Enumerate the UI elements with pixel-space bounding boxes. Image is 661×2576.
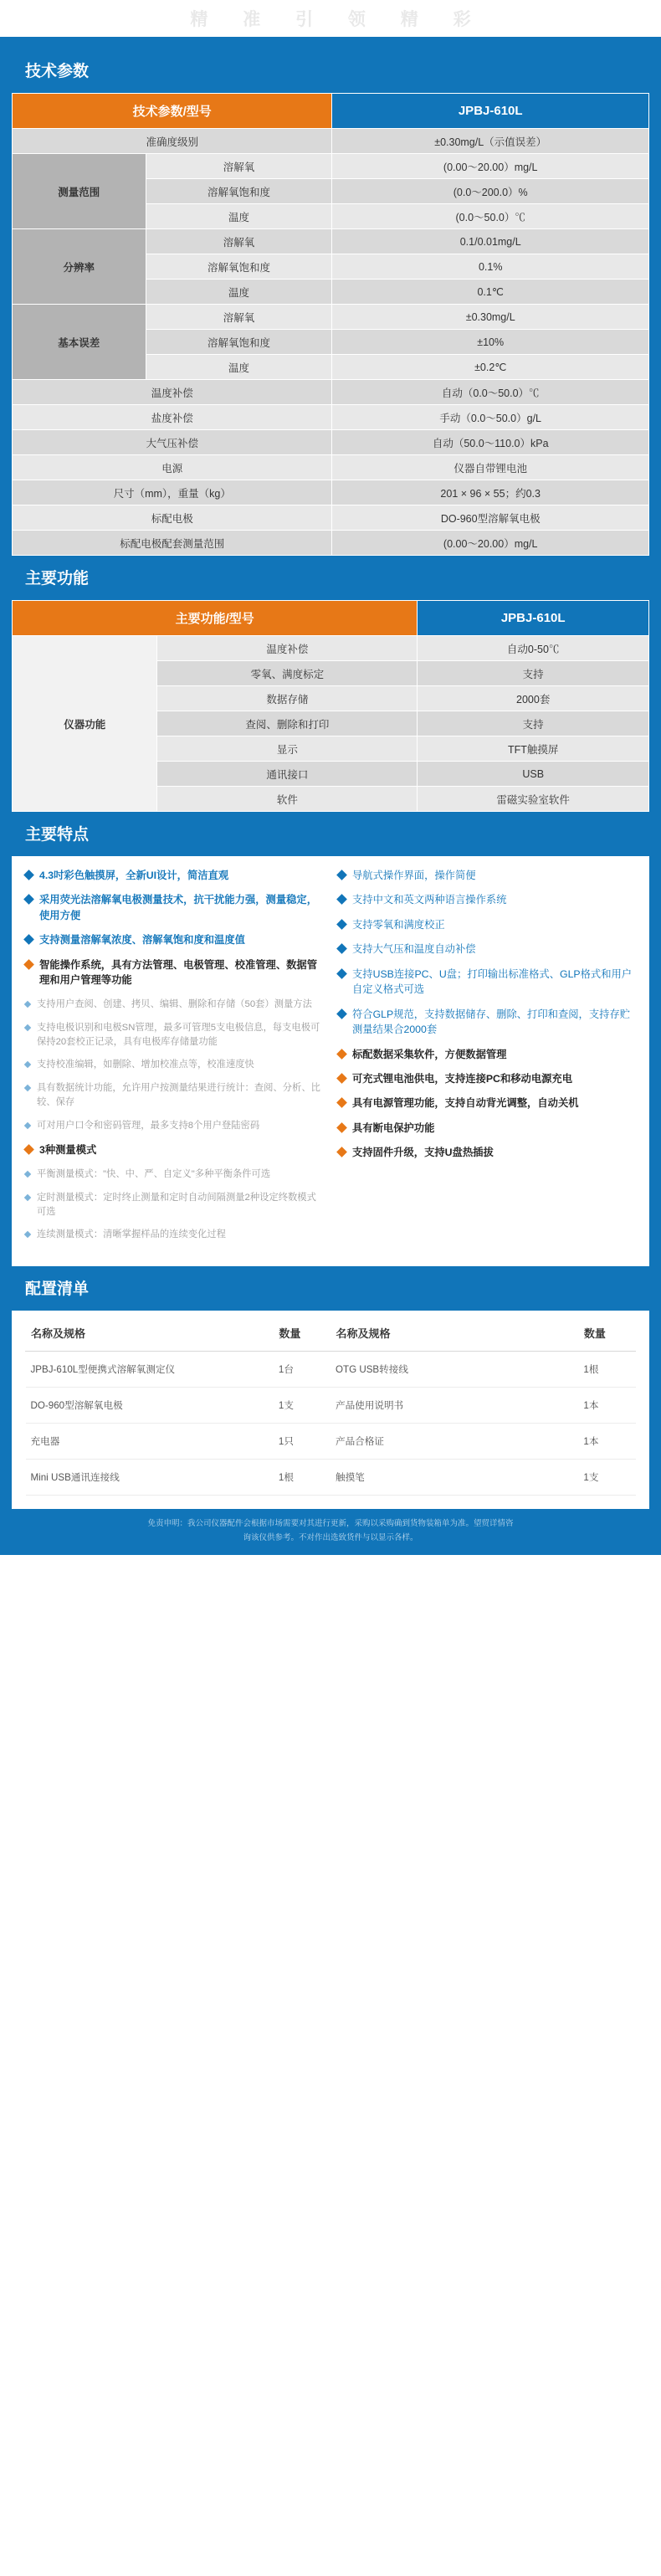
list-item — [25, 868, 323, 883]
function-label: 显示 — [157, 736, 418, 762]
config-cell: 1根 — [274, 1460, 330, 1496]
config-col-name-2: 名称及规格 — [330, 1315, 578, 1352]
function-value: USB — [418, 762, 649, 787]
table-row — [26, 1460, 636, 1496]
function-value: 支持 — [418, 661, 649, 686]
table-row — [13, 229, 649, 254]
spec-label: 温度 — [146, 280, 332, 305]
table-row — [13, 154, 649, 179]
spec-value: 自动（0.0～50.0）℃ — [332, 380, 649, 405]
table-row — [13, 129, 649, 154]
function-table-header — [13, 601, 649, 636]
function-value: 雷磁实验室软件 — [418, 787, 649, 812]
config-cell: OTG USB转接线 — [330, 1352, 578, 1388]
config-cell: 1本 — [578, 1424, 635, 1460]
table-row — [13, 405, 649, 430]
section-title-spec: 技术参数 — [25, 63, 90, 80]
footer-disclaimer — [12, 1509, 649, 1554]
spec-group-label: 分辨率 — [13, 229, 146, 305]
feature-text: 导航式操作界面，操作简便 — [352, 870, 476, 881]
spec-value: ±0.2℃ — [332, 355, 649, 380]
diamond-icon — [23, 959, 34, 970]
feature-text: 可对用户口令和密码管理，最多支持8个用户登陆密码 — [37, 1121, 260, 1131]
diamond-icon — [336, 870, 347, 880]
feature-text: 定时测量模式：定时终止测量和定时自动间隔测量2种设定终数模式可选 — [37, 1192, 316, 1217]
spec-label: 标配电极 — [13, 505, 332, 531]
blue-body — [0, 37, 661, 1555]
spec-label: 温度 — [146, 204, 332, 229]
table-row — [26, 1388, 636, 1424]
spec-value: ±0.30mg/L（示值误差） — [332, 129, 649, 154]
feature-text: 标配数据采集软件，方便数据管理 — [352, 1048, 507, 1060]
section-title-function: 主要功能 — [25, 570, 90, 588]
feature-text: 支持用户查阅、创建、拷贝、编辑、删除和存储（50套）测量方法 — [37, 998, 312, 1009]
spec-label: 准确度级别 — [13, 129, 332, 154]
diamond-icon — [336, 968, 347, 979]
config-cell: 1本 — [578, 1388, 635, 1424]
feature-text: 具有数据统计功能，允许用户按测量结果进行统计：查阅、分析、比较、保存 — [37, 1083, 320, 1108]
list-item — [25, 932, 323, 947]
feature-text: 支持中文和英文两种语言操作系统 — [352, 894, 507, 906]
diamond-icon — [336, 1147, 347, 1157]
spec-label: 溶解氧饱和度 — [146, 179, 332, 204]
feature-text: 平衡测量模式："快、中、严、自定义"多种平衡条件可选 — [37, 1168, 271, 1179]
list-item — [338, 868, 636, 883]
spec-value: 自动（50.0～110.0）kPa — [332, 430, 649, 455]
function-label: 软件 — [157, 787, 418, 812]
feature-text: 支持测量溶解氧浓度、溶解氧饱和度和温度值 — [39, 934, 245, 947]
spec-value: 0.1/0.01mg/L — [332, 229, 649, 254]
config-cell: 产品合格证 — [330, 1424, 578, 1460]
table-row — [13, 430, 649, 455]
config-cell: Mini USB通讯连接线 — [26, 1460, 274, 1496]
table-row — [26, 1352, 636, 1388]
feature-text: 支持校准编辑，如删除、增加校准点等，校准速度快 — [37, 1060, 254, 1070]
table-row — [13, 531, 649, 556]
feature-text: 可充式锂电池供电，支持连接PC和移动电源充电 — [352, 1072, 573, 1085]
config-cell: JPBJ-610L型便携式溶解氧测定仪 — [26, 1352, 274, 1388]
function-value: 2000套 — [418, 686, 649, 711]
table-row — [13, 455, 649, 480]
config-block — [12, 1311, 649, 1509]
spec-label: 溶解氧 — [146, 154, 332, 179]
features-block — [12, 856, 649, 1266]
feature-text: 支持固件升级，支持U盘热插拔 — [352, 1147, 494, 1159]
section-title-features: 主要特点 — [25, 826, 90, 844]
function-label: 通讯接口 — [157, 762, 418, 787]
diamond-icon — [336, 1098, 347, 1109]
spec-group-label: 测量范围 — [13, 154, 146, 229]
spec-label: 温度 — [146, 355, 332, 380]
function-header-left: 主要功能/型号 — [13, 601, 418, 636]
config-cell: 触摸笔 — [330, 1460, 578, 1496]
config-col-qty-2: 数量 — [578, 1315, 635, 1352]
spec-value: DO-960型溶解氧电极 — [332, 505, 649, 531]
feature-text: 具有断电保护功能 — [352, 1121, 435, 1134]
features-left-column — [25, 868, 323, 1251]
spec-value: 0.1% — [332, 254, 649, 280]
spec-label: 溶解氧 — [146, 229, 332, 254]
spec-value: 手动（0.0～50.0）g/L — [332, 405, 649, 430]
list-item — [25, 1142, 323, 1157]
feature-text: 支持零氧和满度校正 — [352, 918, 445, 931]
feature-text: 符合GLP规范，支持数据储存、删除、打印和查阅，支持存贮测量结果合2000套 — [352, 1008, 631, 1036]
spec-value: 0.1℃ — [332, 280, 649, 305]
spec-value: 201 × 96 × 55；约0.3 — [332, 480, 649, 505]
spec-label: 尺寸（mm），重量（kg） — [13, 480, 332, 505]
feature-text: 连续测量模式：清晰掌握样品的连续变化过程 — [37, 1229, 226, 1240]
table-row — [13, 380, 649, 405]
list-item — [25, 1167, 323, 1182]
spec-label: 温度补偿 — [13, 380, 332, 405]
diamond-icon — [24, 1061, 31, 1068]
diamond-icon — [24, 1231, 31, 1238]
list-item — [25, 1081, 323, 1110]
config-cell: 1台 — [274, 1352, 330, 1388]
diamond-icon — [24, 1000, 31, 1007]
function-group-label: 仪器功能 — [13, 636, 157, 812]
diamond-icon — [336, 1008, 347, 1019]
spec-label: 溶解氧饱和度 — [146, 254, 332, 280]
diamond-icon — [24, 1024, 31, 1030]
list-item — [338, 892, 636, 907]
diamond-icon — [24, 1193, 31, 1200]
diamond-icon — [24, 1170, 31, 1177]
config-table-header — [26, 1315, 636, 1352]
spec-label: 标配电极配套测量范围 — [13, 531, 332, 556]
list-item — [25, 998, 323, 1012]
spec-value: (0.0～50.0）℃ — [332, 204, 649, 229]
spec-value: (0.00～20.00）mg/L — [332, 531, 649, 556]
diamond-icon — [336, 1122, 347, 1133]
spec-group-label: 基本误差 — [13, 305, 146, 380]
spec-value: (0.0～200.0）% — [332, 179, 649, 204]
feature-text: 智能操作系统，具有方法管理、电极管理、校准管理、数据管理和用户管理等功能 — [39, 958, 318, 987]
spec-value: ±10% — [332, 330, 649, 355]
config-cell: 1支 — [274, 1388, 330, 1424]
function-header-model: JPBJ-610L — [418, 601, 649, 636]
function-label: 零氧、满度标定 — [157, 661, 418, 686]
config-cell: 产品使用说明书 — [330, 1388, 578, 1424]
feature-text: 采用荧光法溶解氧电极测量技术，抗干扰能力强，测量稳定，使用方便 — [39, 894, 318, 921]
list-item — [25, 1058, 323, 1072]
spec-label: 电源 — [13, 455, 332, 480]
features-right-column — [338, 868, 636, 1251]
list-item — [338, 917, 636, 932]
config-cell: 1根 — [578, 1352, 635, 1388]
spec-table-header — [13, 94, 649, 129]
feature-text: 具有电源管理功能，支持自动背光调整，自动关机 — [352, 1097, 579, 1110]
spec-value: ±0.30mg/L — [332, 305, 649, 330]
table-row — [13, 480, 649, 505]
function-label: 查阅、删除和打印 — [157, 711, 418, 736]
config-cell: DO-960型溶解氧电极 — [26, 1388, 274, 1424]
diamond-icon — [336, 943, 347, 954]
list-item — [338, 1145, 636, 1160]
list-item — [338, 1007, 636, 1038]
top-banner: 精 准 引 领 精 彩 — [0, 0, 661, 37]
spec-label: 大气压补偿 — [13, 430, 332, 455]
list-item — [25, 892, 323, 923]
list-item — [25, 1228, 323, 1242]
list-item — [25, 1021, 323, 1049]
spec-label: 盐度补偿 — [13, 405, 332, 430]
function-table — [12, 600, 649, 812]
list-item — [25, 957, 323, 988]
feature-text: 支持电极识别和电极SN管理，最多可管理5支电极信息，每支电极可保持20套校正记录，具有电极库存储量功能 — [37, 1022, 320, 1047]
feature-text: 支持USB连接PC、U盘；打印输出标准格式、GLP格式和用户自定义格式可选 — [352, 967, 633, 996]
diamond-icon — [23, 934, 34, 945]
diamond-icon — [23, 870, 34, 880]
list-item — [338, 967, 636, 998]
list-item — [25, 1191, 323, 1219]
function-value: TFT触摸屏 — [418, 736, 649, 762]
feature-text: 3种测量模式 — [39, 1144, 97, 1157]
list-item — [338, 1047, 636, 1062]
spec-value: 仪器自带锂电池 — [332, 455, 649, 480]
list-item — [338, 942, 636, 957]
function-value: 自动0-50℃ — [418, 636, 649, 661]
table-row — [26, 1424, 636, 1460]
diamond-icon — [336, 1049, 347, 1060]
config-table — [25, 1314, 636, 1496]
config-cell: 1支 — [578, 1460, 635, 1496]
feature-text: 支持大气压和温度自动补偿 — [352, 943, 476, 956]
config-col-qty-1: 数量 — [274, 1315, 330, 1352]
list-item — [338, 1121, 636, 1136]
config-col-name-1: 名称及规格 — [26, 1315, 274, 1352]
spec-label: 溶解氧 — [146, 305, 332, 330]
config-cell: 充电器 — [26, 1424, 274, 1460]
list-item — [338, 1071, 636, 1086]
footer-line-1: 免责申明：我公司仪器配件会根据市场需要对其进行更新，采购以采购确到货物装箱单为准。望贸详情咨 — [147, 1519, 514, 1529]
config-cell: 1只 — [274, 1424, 330, 1460]
spec-header-left: 技术参数/型号 — [13, 94, 332, 129]
function-value: 支持 — [418, 711, 649, 736]
spec-label: 溶解氧饱和度 — [146, 330, 332, 355]
footer-line-2: 询该仪供参考。不对作出选致货件与以显示各样。 — [243, 1532, 418, 1542]
feature-text: 4.3吋彩色触摸屏，全新UI设计，简洁直观 — [39, 870, 229, 881]
function-label: 数据存储 — [157, 686, 418, 711]
section-title-config: 配置清单 — [25, 1280, 90, 1299]
diamond-icon — [336, 895, 347, 906]
diamond-icon — [336, 1073, 347, 1084]
spec-table — [12, 93, 649, 556]
list-item — [25, 1119, 323, 1133]
table-row — [13, 505, 649, 531]
diamond-icon — [24, 1122, 31, 1129]
diamond-icon — [336, 919, 347, 930]
list-item — [338, 1096, 636, 1111]
spec-value: (0.00～20.00）mg/L — [332, 154, 649, 179]
diamond-icon — [23, 1144, 34, 1155]
diamond-icon — [24, 1085, 31, 1091]
table-row — [13, 305, 649, 330]
function-label: 温度补偿 — [157, 636, 418, 661]
table-row — [13, 636, 649, 661]
diamond-icon — [23, 895, 34, 906]
spec-header-model: JPBJ-610L — [332, 94, 649, 129]
